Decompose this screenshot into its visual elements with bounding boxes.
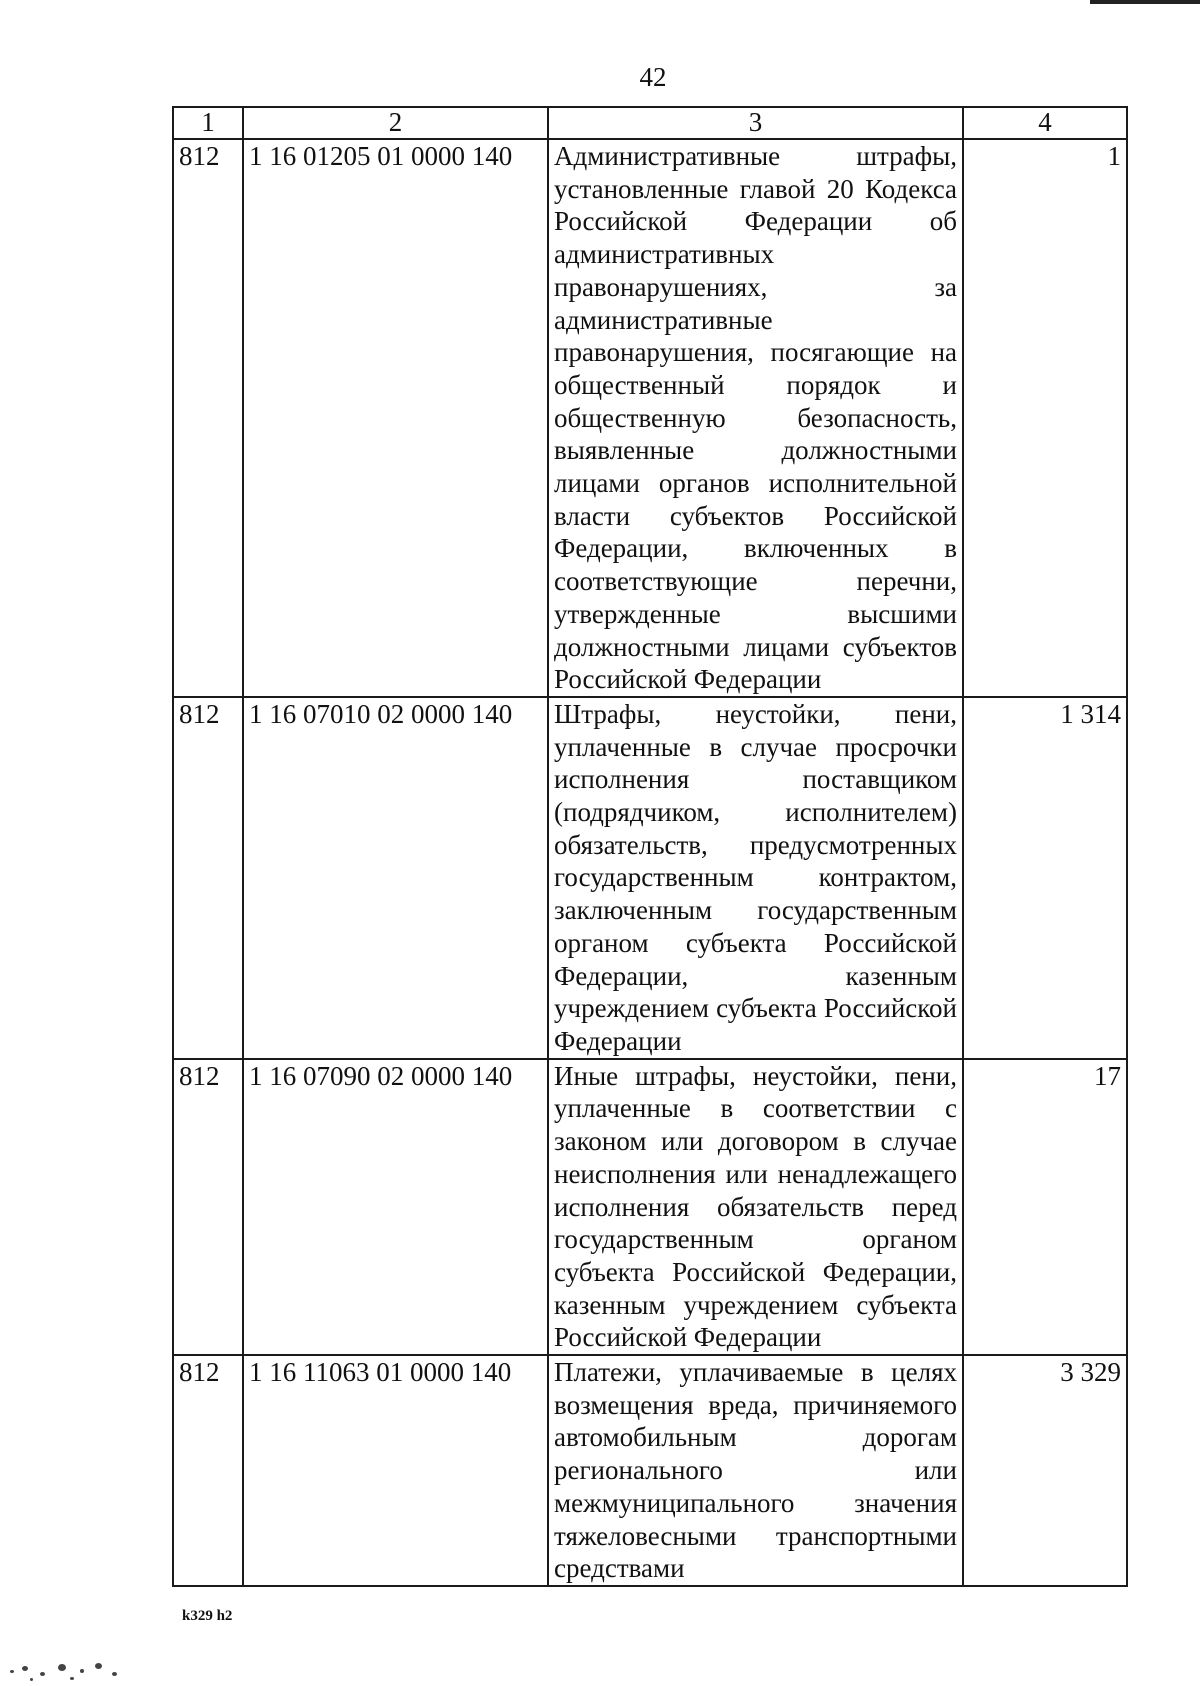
revenue-table [172,106,1128,1587]
admin-code-cell: 812 [173,139,243,697]
description-cell: Штрафы, неустойки, пени, уплаченные в случае просрочки исполнения поставщиком (подрядчиком, исполнителем) обязательств, предусмотренных государственным контрактом, заключенным государственным органом субъекта Российской Федерации, казенным учреждением субъекта Российской Федерации [548,697,963,1059]
document-footer-code: k329 h2 [182,1608,233,1624]
kbk-cell: 1 16 01205 01 0000 140 [243,139,548,697]
description-cell: Административные штрафы, установленные главой 20 Кодекса Российской Федерации об административных правонарушениях, за административные правонарушения, посягающие на общественный порядок и общественную безопасность, выявленные должностными лицами органов исполнительной власти субъектов Российской Федерации, включенных в соответствующие перечни, утвержденные высшими должностными лицами субъектов Российской Федерации [548,139,963,697]
table-row [173,697,1127,1059]
header-col-1: 1 [173,107,243,139]
header-row [173,107,1127,139]
header-col-2: 2 [243,107,548,139]
scan-noise-speckles [0,1660,140,1686]
table-row [173,139,1127,697]
table-row [173,1059,1127,1355]
amount-cell: 17 [963,1059,1127,1355]
table-row [173,1355,1127,1586]
amount-cell: 1 [963,139,1127,697]
kbk-cell: 1 16 07010 02 0000 140 [243,697,548,1059]
kbk-cell: 1 16 11063 01 0000 140 [243,1355,548,1586]
description-cell: Иные штрафы, неустойки, пени, уплаченные в соответствии с законом или договором в случае неисполнения или ненадлежащего исполнения обязательств перед государственным органом субъекта Российской Федерации, казенным учреждением субъекта Российской Федерации [548,1059,963,1355]
admin-code-cell: 812 [173,697,243,1059]
kbk-cell: 1 16 07090 02 0000 140 [243,1059,548,1355]
amount-cell: 3 329 [963,1355,1127,1586]
scan-edge-mark [1090,0,1200,4]
header-col-3: 3 [548,107,963,139]
header-col-4: 4 [963,107,1127,139]
admin-code-cell: 812 [173,1059,243,1355]
amount-cell: 1 314 [963,697,1127,1059]
admin-code-cell: 812 [173,1355,243,1586]
page-number: 42 [639,62,667,92]
description-cell: Платежи, уплачиваемые в целях возмещения вреда, причиняемого автомобильным дорогам регионального или межмуниципального значения тяжеловесными транспортными средствами [548,1355,963,1586]
